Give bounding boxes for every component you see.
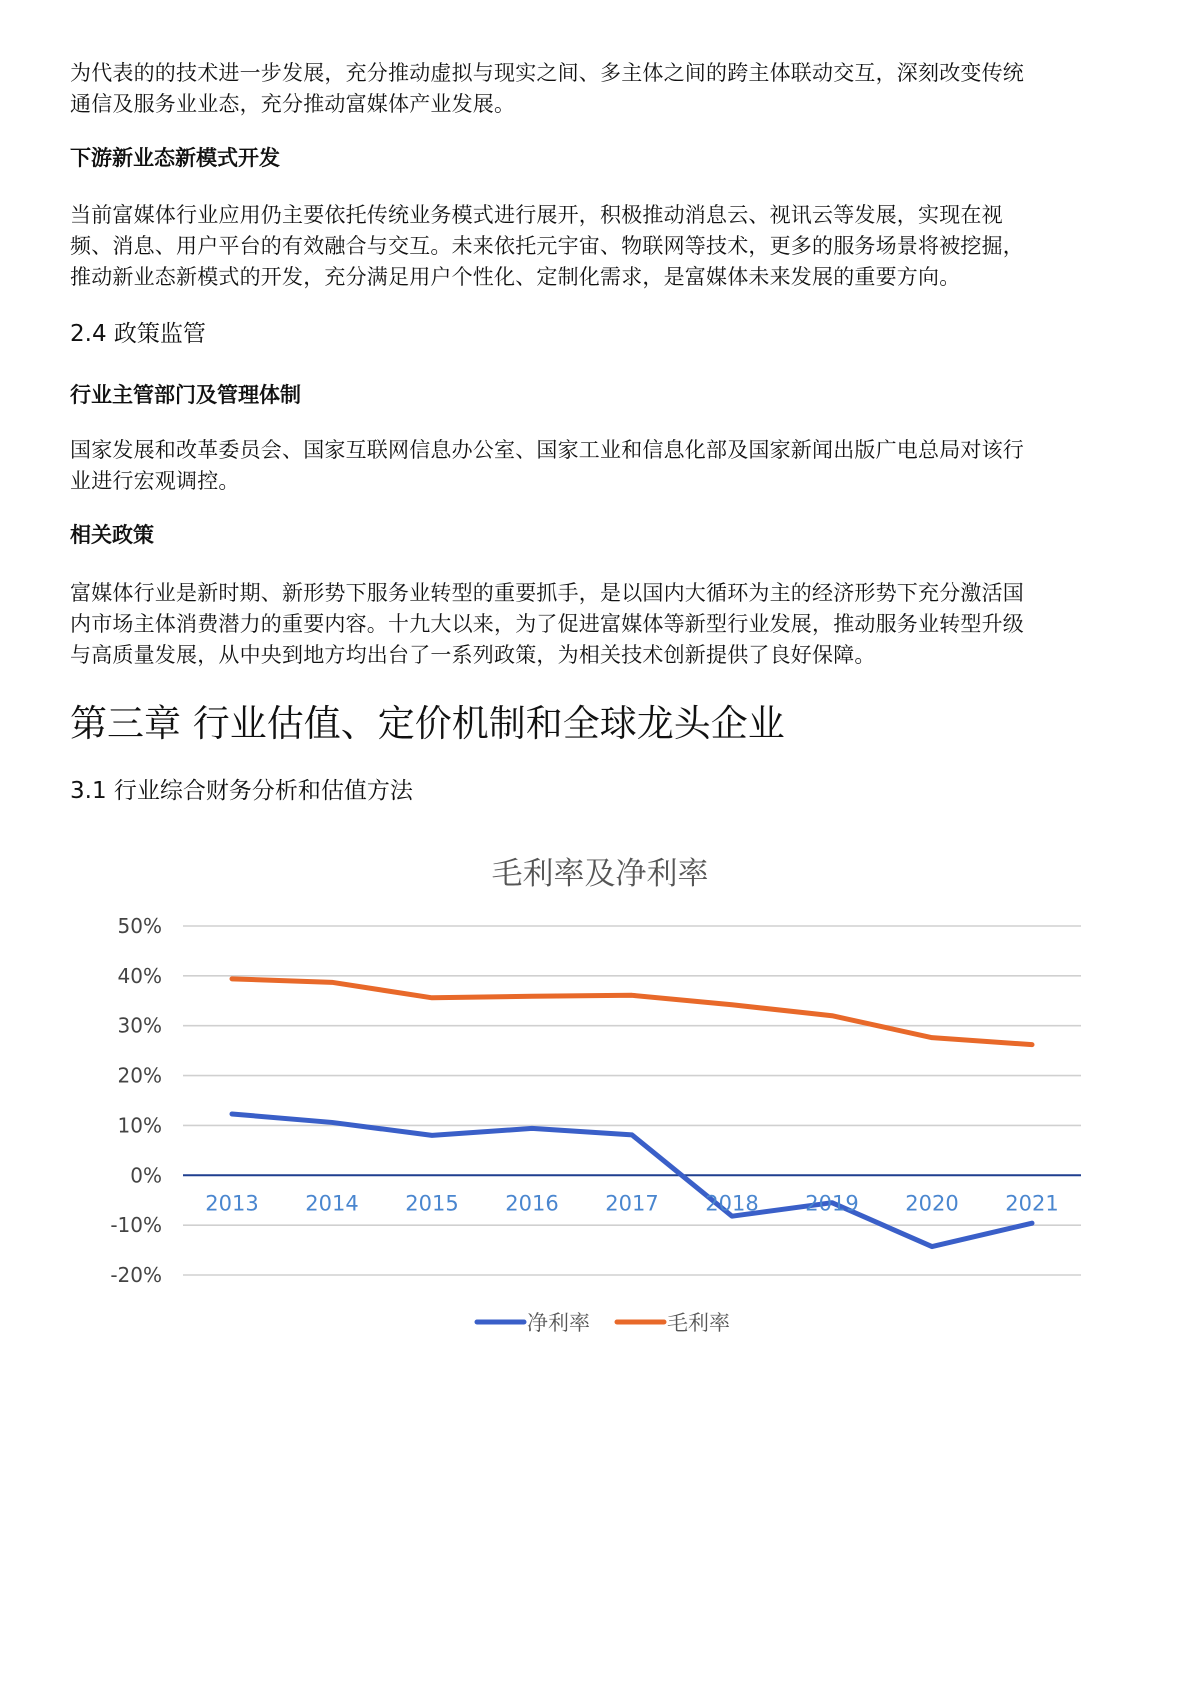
chapter-heading-3: 第三章 行业估值、定价机制和全球龙头企业 xyxy=(70,702,785,745)
y-tick-label: 30% xyxy=(117,1013,162,1038)
y-tick-label: 50% xyxy=(117,914,162,938)
text-line: 频、消息、用户平台的有效融合与交互。未来依托元宇宙、物联网等技术，更多的服务场景将被挖掘， xyxy=(70,234,1024,258)
x-tick-label: 2015 xyxy=(405,1191,459,1216)
text-line: 富媒体行业是新时期、新形势下服务业转型的重要抓手，是以国内大循环为主的经济形势下充分激活国 xyxy=(70,581,1024,605)
text-line: 通信及服务业业态，充分推动富媒体产业发展。 xyxy=(70,92,516,116)
x-tick-label: 2021 xyxy=(1005,1191,1059,1216)
legend-net-margin-label: 净利率 xyxy=(527,1311,590,1335)
heading-policy: 相关政策 xyxy=(70,523,154,547)
authority-paragraph xyxy=(70,435,1120,497)
x-tick-label: 2019 xyxy=(805,1191,859,1216)
x-tick-label: 2014 xyxy=(305,1191,359,1216)
heading-downstream: 下游新业态新模式开发 xyxy=(70,146,280,170)
y-tick-label: 0% xyxy=(130,1163,162,1188)
legend-gross-margin-label: 毛利率 xyxy=(667,1311,730,1335)
y-tick-label: 10% xyxy=(117,1113,162,1138)
heading-authority: 行业主管部门及管理体制 xyxy=(70,383,301,407)
text-line: 当前富媒体行业应用仍主要依托传统业务模式进行展开，积极推动消息云、视讯云等发展，实现在视 xyxy=(70,203,1003,227)
text-line: 为代表的的技术进一步发展，充分推动虚拟与现实之间、多主体之间的跨主体联动交互，深刻改变传统 xyxy=(70,61,1024,85)
x-tick-label: 2013 xyxy=(205,1191,259,1216)
intro-paragraph xyxy=(70,58,1120,120)
chart-legend xyxy=(477,1311,730,1335)
net-margin-line xyxy=(232,1114,1032,1247)
section-heading-3-1: 3.1 行业综合财务分析和估值方法 xyxy=(70,778,413,804)
margin-line-chart xyxy=(0,840,1189,1360)
chart-y-axis-labels xyxy=(110,914,162,1287)
text-line: 推动新业态新模式的开发，充分满足用户个性化、定制化需求，是富媒体未来发展的重要方向。 xyxy=(70,265,961,289)
x-tick-label: 2017 xyxy=(605,1191,659,1216)
y-tick-label: 40% xyxy=(117,963,162,988)
downstream-paragraph xyxy=(70,200,1120,293)
text-line: 与高质量发展，从中央到地方均出台了一系列政策，为相关技术创新提供了良好保障。 xyxy=(70,643,876,667)
x-tick-label: 2018 xyxy=(705,1191,759,1216)
text-line: 国家发展和改革委员会、国家互联网信息办公室、国家工业和信息化部及国家新闻出版广电总局对该行 xyxy=(70,438,1024,462)
policy-paragraph xyxy=(70,578,1120,671)
x-tick-label: 2016 xyxy=(505,1191,559,1216)
text-line: 内市场主体消费潜力的重要内容。十九大以来，为了促进富媒体等新型行业发展，推动服务业转型升级 xyxy=(70,612,1024,636)
gross-margin-line xyxy=(232,979,1032,1045)
chart-title: 毛利率及净利率 xyxy=(491,856,709,892)
y-tick-label: 20% xyxy=(117,1063,162,1088)
chart-x-axis-labels xyxy=(205,1191,1058,1215)
section-heading-2-4: 2.4 政策监管 xyxy=(70,321,206,347)
y-tick-label: -20% xyxy=(110,1263,162,1287)
text-line: 业进行宏观调控。 xyxy=(70,469,240,493)
x-tick-label: 2020 xyxy=(905,1191,959,1216)
chart-gridlines xyxy=(183,926,1081,1275)
y-tick-label: -10% xyxy=(110,1213,162,1238)
